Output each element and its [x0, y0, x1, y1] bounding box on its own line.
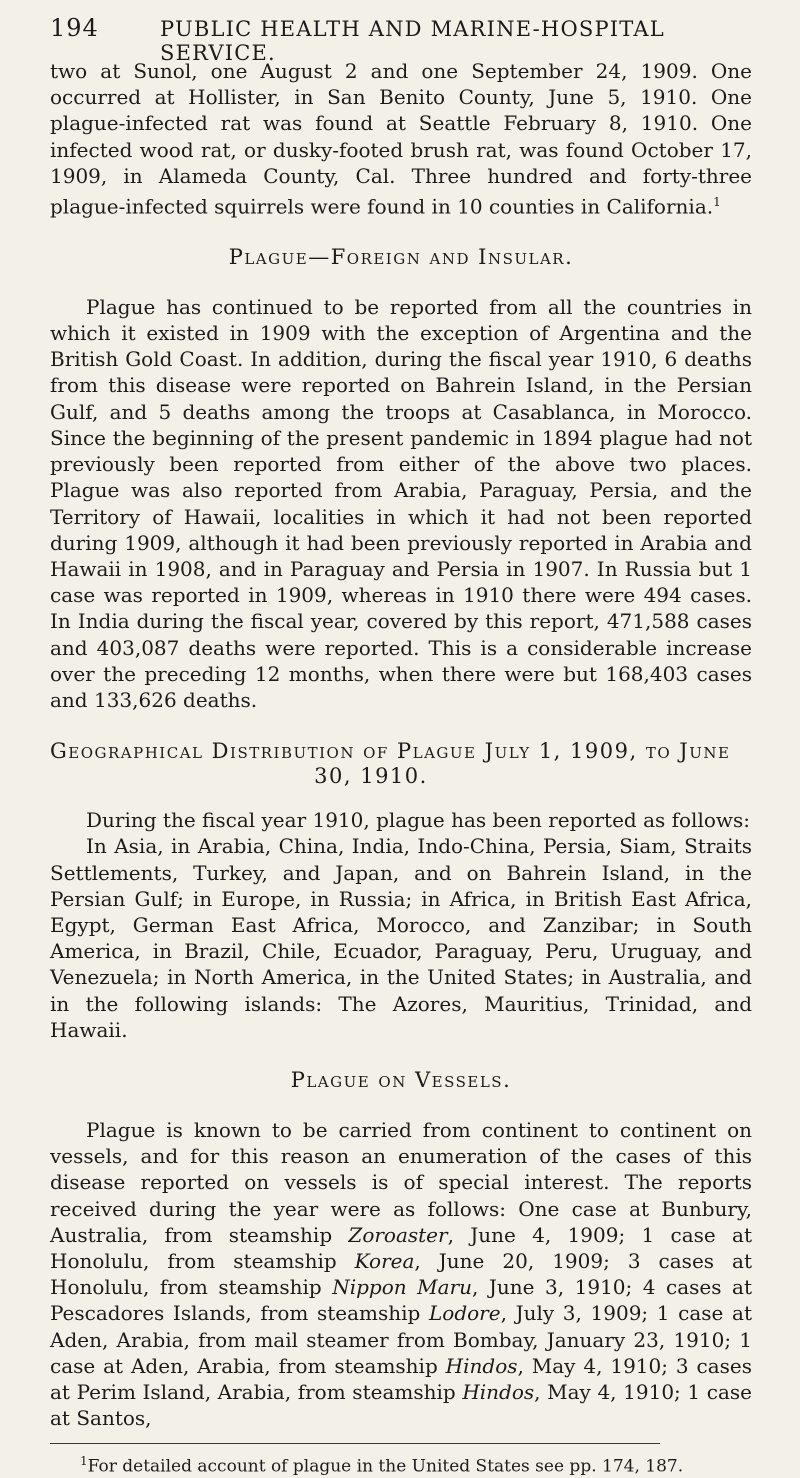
footnote-text: For detailed account of plague in the United States see pp. 174, 187. [87, 1457, 684, 1478]
footnote-divider [50, 1443, 660, 1444]
section-heading-geographical-distribution [50, 739, 752, 789]
running-title: PUBLIC HEALTH AND MARINE-HOSPITAL SERVICE. [160, 17, 665, 65]
vessels-text-segment: , July 3, 1909; 1 case at Aden, Arabia, from mail steamer from Bombay, January 23, 1910; 1 case at Aden, Arabia, from steamship [50, 1301, 753, 1378]
section-heading-plague-on-vessels: Plague on Vessels. [290, 1067, 512, 1092]
foreign-insular-paragraph: Plague has continued to be reported from all the countries in which it existed in 1909 with the exception of Argentina and the British Gold Coast. In addition, during the fiscal year 1910, 6 deaths from this disease were reported on Bahrein Island, in the Persian Gulf, and 5 deaths among the troops at Casablanca, in Morocco. Since the beginning of the present pandemic in 1894 plague had not previously been reported from either of the above two places. Plague was also reported from Arabia, Paraguay, Persia, and the Territory of Hawaii, localities in which it had not been reported during 1909, although it had been previously reported in Arabia and Hawaii in 1908, and in Paraguay and Persia in 1907. In Russia but 1 case was reported in 1909, whereas in 1910 there were 494 cases. In India during the fiscal year, covered by this report, 471,588 cases and 403,087 deaths were reported. This is a considerable increase over the preceding 12 months, when there were but 168,403 cases and 133,626 deaths. [50, 294, 752, 712]
running-header [50, 14, 752, 65]
footnote-marker: 1 [80, 1454, 88, 1469]
ship-name: Hindos [445, 1353, 518, 1378]
ship-name: Korea [354, 1248, 415, 1273]
ship-name: Lodore [429, 1301, 501, 1326]
intro-paragraph [50, 58, 752, 220]
vessels-text-segment: , June 4, 1909; 1 case at Honolulu, from steamship [50, 1222, 752, 1273]
vessels-text-segment: , May 4, 1910; 1 case at Santos, [50, 1379, 752, 1431]
footnote-reference: 1 [713, 195, 721, 210]
vessels-text-segment: , June 3, 1910; 4 cases at Pescadores Islands, from steamship [50, 1275, 753, 1326]
vessels-paragraph [50, 1117, 752, 1431]
heading-line-1: Geographical Distribution of Plague July 1, 1909, to June [50, 739, 731, 764]
footnote [50, 1450, 752, 1478]
page-number: 194 [50, 14, 99, 42]
heading-line-2: 30, 1910. [314, 764, 428, 789]
ship-name: Zoroaster [348, 1222, 448, 1247]
ship-name: Hindos [462, 1379, 535, 1404]
ship-name: Nippon Maru [332, 1275, 473, 1300]
vessels-text-segment: , June 20, 1909; 3 cases at Honolulu, from steamship [50, 1248, 752, 1300]
vessels-text-segment: Plague is known to be carried from continent to continent on vessels, and for this reason an enumeration of the cases of this disease reported on vessels is of special interest. The reports received during the year were as follows: One case at Bunbury, Australia, from steamship [50, 1117, 752, 1247]
distribution-lead: During the fiscal year 1910, plague has been reported as follows: [86, 808, 751, 833]
distribution-paragraph: In Asia, in Arabia, China, India, Indo-China, Persia, Siam, Straits Settlements, Turkey, and Japan, and on Bahrein Island, in the Persian Gulf; in Europe, in Russia; in Africa, in British East Africa, Egypt, German East Africa, Morocco, and Zanzibar; in South America, in Brazil, Chile, Ecuador, Paraguay, Peru, Uruguay, and Venezuela; in North America, in the United States; in Australia, and in the following islands: The Azores, Mauritius, Trinidad, and Hawaii. [50, 834, 752, 1042]
intro-paragraph-text: two at Sunol, one August 2 and one September 24, 1909. One occurred at Hollister, in San Benito County, June 5, 1910. One plague-infected rat was found at Seattle February 8, 1910. One infected wood rat, or dusky-footed brush rat, was found October 17, 1909, in Alameda County, Cal. Three hundred and forty-three plague-infected squirrels were found in 10 counties in California. [50, 59, 752, 219]
section-heading-foreign-insular: Plague—Foreign and Insular. [228, 244, 574, 269]
vessels-text-segment: , May 4, 1910; 3 cases at Perim Island, Arabia, from steamship [50, 1353, 752, 1404]
